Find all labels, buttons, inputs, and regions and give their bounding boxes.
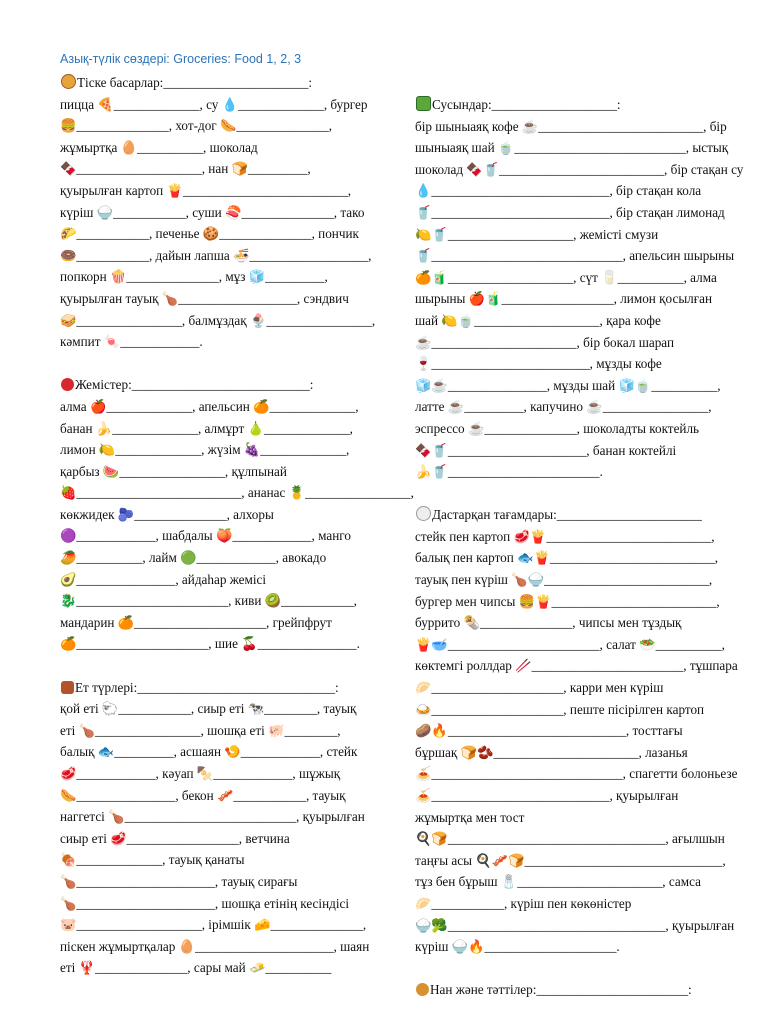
text-line: наггетсі 🍗__________________________, қуырылған xyxy=(60,809,365,825)
section-dishes xyxy=(415,504,738,957)
text-line: 🥩____________, кәуап 🍢____________, шұжық xyxy=(60,766,341,781)
text-line: сиыр еті 🥩_________________, ветчина xyxy=(60,830,290,846)
text-line: 🌮___________, печенье 🍪______________, пончик xyxy=(60,226,359,242)
text-line: 🍳🍞_________________________________, ағылшын xyxy=(415,831,725,847)
text-line: 🧊☕_______________, мұзды шай 🧊🍵__________, xyxy=(415,377,721,393)
text-line: жұмыртқа 🥚__________, шоколад xyxy=(60,139,258,155)
section-heading: Сусындар:___________________: xyxy=(415,94,730,116)
text-line: бургер мен чипсы 🍔🍟_________________________, xyxy=(415,593,720,609)
text-line: 🍔______________, хот-дог 🌭______________, xyxy=(60,118,333,134)
text-line: мандарин 🍊____________________, грейпфрут xyxy=(60,614,332,630)
croissant-icon xyxy=(416,983,429,996)
section-heading: Дастарқан тағамдары:______________________ xyxy=(415,504,730,526)
text-line: балық 🐟_________, асшаян 🍤____________, стейк xyxy=(60,744,358,760)
text-line: эспрессо ☕______________, шоколадты коктейль xyxy=(415,420,700,436)
text-line: кәмпит 🍬____________. xyxy=(60,334,203,350)
text-line: 🍷________________________, мұзды кофе xyxy=(415,356,662,372)
text-line: 🥭__________, лайм 🟢____________, авокадо xyxy=(60,550,327,566)
text-line: 🍋🥤___________________, жемісті смузи xyxy=(415,226,659,242)
section-fruits xyxy=(60,374,414,655)
text-line: попкорн 🍿______________, мұз 🧊_________, xyxy=(60,269,328,285)
section-heading: Жемістер:___________________________: xyxy=(60,374,360,396)
text-line: 🍝___________________________, қуырылған xyxy=(415,788,679,803)
text-line: көкжидек 🫐______________, алхоры xyxy=(60,506,274,522)
text-line: 🍊🧃___________________, сүт 🥛__________, алма xyxy=(415,269,717,285)
text-line: 🍗_____________________, тауық сирағы xyxy=(60,873,298,889)
section-drinks xyxy=(415,94,744,483)
section-meats xyxy=(60,677,370,979)
page-title: Азық-түлік сөздері: Groceries: Food 1, 2, 3 xyxy=(60,52,302,66)
text-line: 🍫🥤_____________________, банан коктейлі xyxy=(415,442,677,458)
text-line: күріш 🍚___________, суши 🍣______________, тако xyxy=(60,204,365,220)
meat-on-bone-icon xyxy=(61,681,74,694)
text-line: бұршақ 🍞🫘______________________, лазанья xyxy=(415,744,688,760)
text-line: күріш 🍚🔥____________________. xyxy=(415,939,620,955)
text-line: 🟣____________, шабдалы 🍑____________, манго xyxy=(60,528,351,544)
text-line: 🍝_____________________________, спагетти болоньезе xyxy=(415,766,738,782)
text-line: таңғы асы 🍳🥓🍞______________________________, xyxy=(415,852,726,868)
text-line: шыныаяқ шай 🍵__________________________, ыстық xyxy=(415,140,729,156)
text-line: 🥤_____________________________, апельсин шырыны xyxy=(415,248,735,264)
text-line: 🥪________________, балмұздақ 🍨________________, xyxy=(60,312,376,328)
text-line: піскен жұмыртқалар 🥚_____________________, шаян xyxy=(60,938,370,954)
left-column xyxy=(60,72,414,979)
apple-icon xyxy=(61,378,74,391)
text-line: 🍩___________, дайын лапша 🍜__________________, xyxy=(60,247,372,263)
text-line: қой еті 🐑___________, сиыр еті 🐄________, тауық xyxy=(60,701,357,717)
text-line: 🍟🥣_______________________, салат 🥗__________, xyxy=(415,636,725,652)
text-line: буррито 🌯______________, чипсы мен тұздық xyxy=(415,615,682,631)
text-line: еті 🦞______________, сары май 🧈__________ xyxy=(60,960,332,976)
text-line: 🐷___________________, ірімшік 🧀______________, xyxy=(60,917,367,933)
text-line: 🥟___________, күріш пен көкөністер xyxy=(415,895,632,911)
text-line: 🌭_______________, бекон 🥓___________, тауық xyxy=(60,787,346,803)
section-starters xyxy=(60,72,376,353)
text-line: банан 🍌_____________, алмұрт 🍐_____________, xyxy=(60,420,353,436)
text-line: тұз бен бұрыш 🧂______________________, самса xyxy=(415,874,701,890)
text-line: көктемгі роллдар 🥢_______________________, тұшпара xyxy=(415,658,738,674)
pizza-icon xyxy=(61,74,76,89)
text-line: латте ☕_________, капучино ☕________________, xyxy=(415,399,712,415)
section-heading: Тіске басарлар:______________________: xyxy=(60,72,360,94)
text-line: қуырылған картоп 🍟_________________________, xyxy=(60,182,352,198)
text-line: 🍛____________________, пеште пісірілген картоп xyxy=(415,701,705,717)
text-line: балық пен картоп 🐟🍟_________________________, xyxy=(415,550,719,566)
section-breads xyxy=(415,979,730,1001)
right-column xyxy=(415,94,744,1001)
text-line: шай 🍋🍵___________________, қара кофе xyxy=(415,312,661,328)
text-line: 🥔🔥___________________________, тосттағы xyxy=(415,723,683,739)
text-line: еті 🍗________________, шошқа еті 🐖________, xyxy=(60,722,341,738)
text-line: бір шыныаяқ кофе ☕_________________________, бір xyxy=(415,118,727,134)
text-line: 🍖_____________, тауық қанаты xyxy=(60,852,245,868)
text-line: 🐉_______________________, киви 🥝___________, xyxy=(60,593,357,609)
text-line: 🍌🥤_______________________. xyxy=(415,464,603,480)
text-line: 🍊____________________, шие 🍒_______________. xyxy=(60,636,360,652)
text-line: шоколад 🍫🥤_________________________, бір стақан су xyxy=(415,161,744,177)
section-heading: Нан және тәттілер:_______________________: xyxy=(415,979,730,1001)
text-line: 🍫___________________, нан 🍞_________, xyxy=(60,161,311,177)
text-line: пицца 🍕_____________, су 💧_____________, бургер xyxy=(60,96,368,112)
juice-box-icon xyxy=(416,96,431,111)
text-line: қуырылған тауық 🍗__________________, сэндвич xyxy=(60,290,349,306)
text-line: тауық пен күріш 🍗🍚_________________________, xyxy=(415,572,713,588)
text-line: 🥤___________________________, бір стақан лимонад xyxy=(415,204,725,220)
text-line: 🥑_______________, айдаһар жемісі xyxy=(60,571,267,587)
text-line: ☕______________________, бір бокал шарап xyxy=(415,334,675,350)
text-line: стейк пен картоп 🥩🍟_________________________, xyxy=(415,528,715,544)
text-line: жұмыртқа мен тост xyxy=(415,809,525,825)
section-heading: Ет түрлері:______________________________: xyxy=(60,677,360,699)
text-line: шырыны 🍎🧃_________________, лимон қосылған xyxy=(415,291,713,307)
text-line: 🍚🥦_________________________________, қуырылған xyxy=(415,917,735,933)
text-line: 🍗_____________________, шошқа етінің кесіндісі xyxy=(60,895,350,911)
text-line: 🥟____________________, карри мен күріш xyxy=(415,680,664,696)
text-line: қарбыз 🍉________________, құлпынай xyxy=(60,463,287,479)
text-line: 💧___________________________, бір стақан кола xyxy=(415,183,702,199)
plate-icon xyxy=(416,506,431,521)
text-line: алма 🍎_____________, апельсин 🍊_____________, xyxy=(60,398,359,414)
text-line: лимон 🍋_____________, жүзім 🍇_____________, xyxy=(60,442,350,458)
text-line: 🍓_________________________, ананас 🍍________________, xyxy=(60,485,414,501)
